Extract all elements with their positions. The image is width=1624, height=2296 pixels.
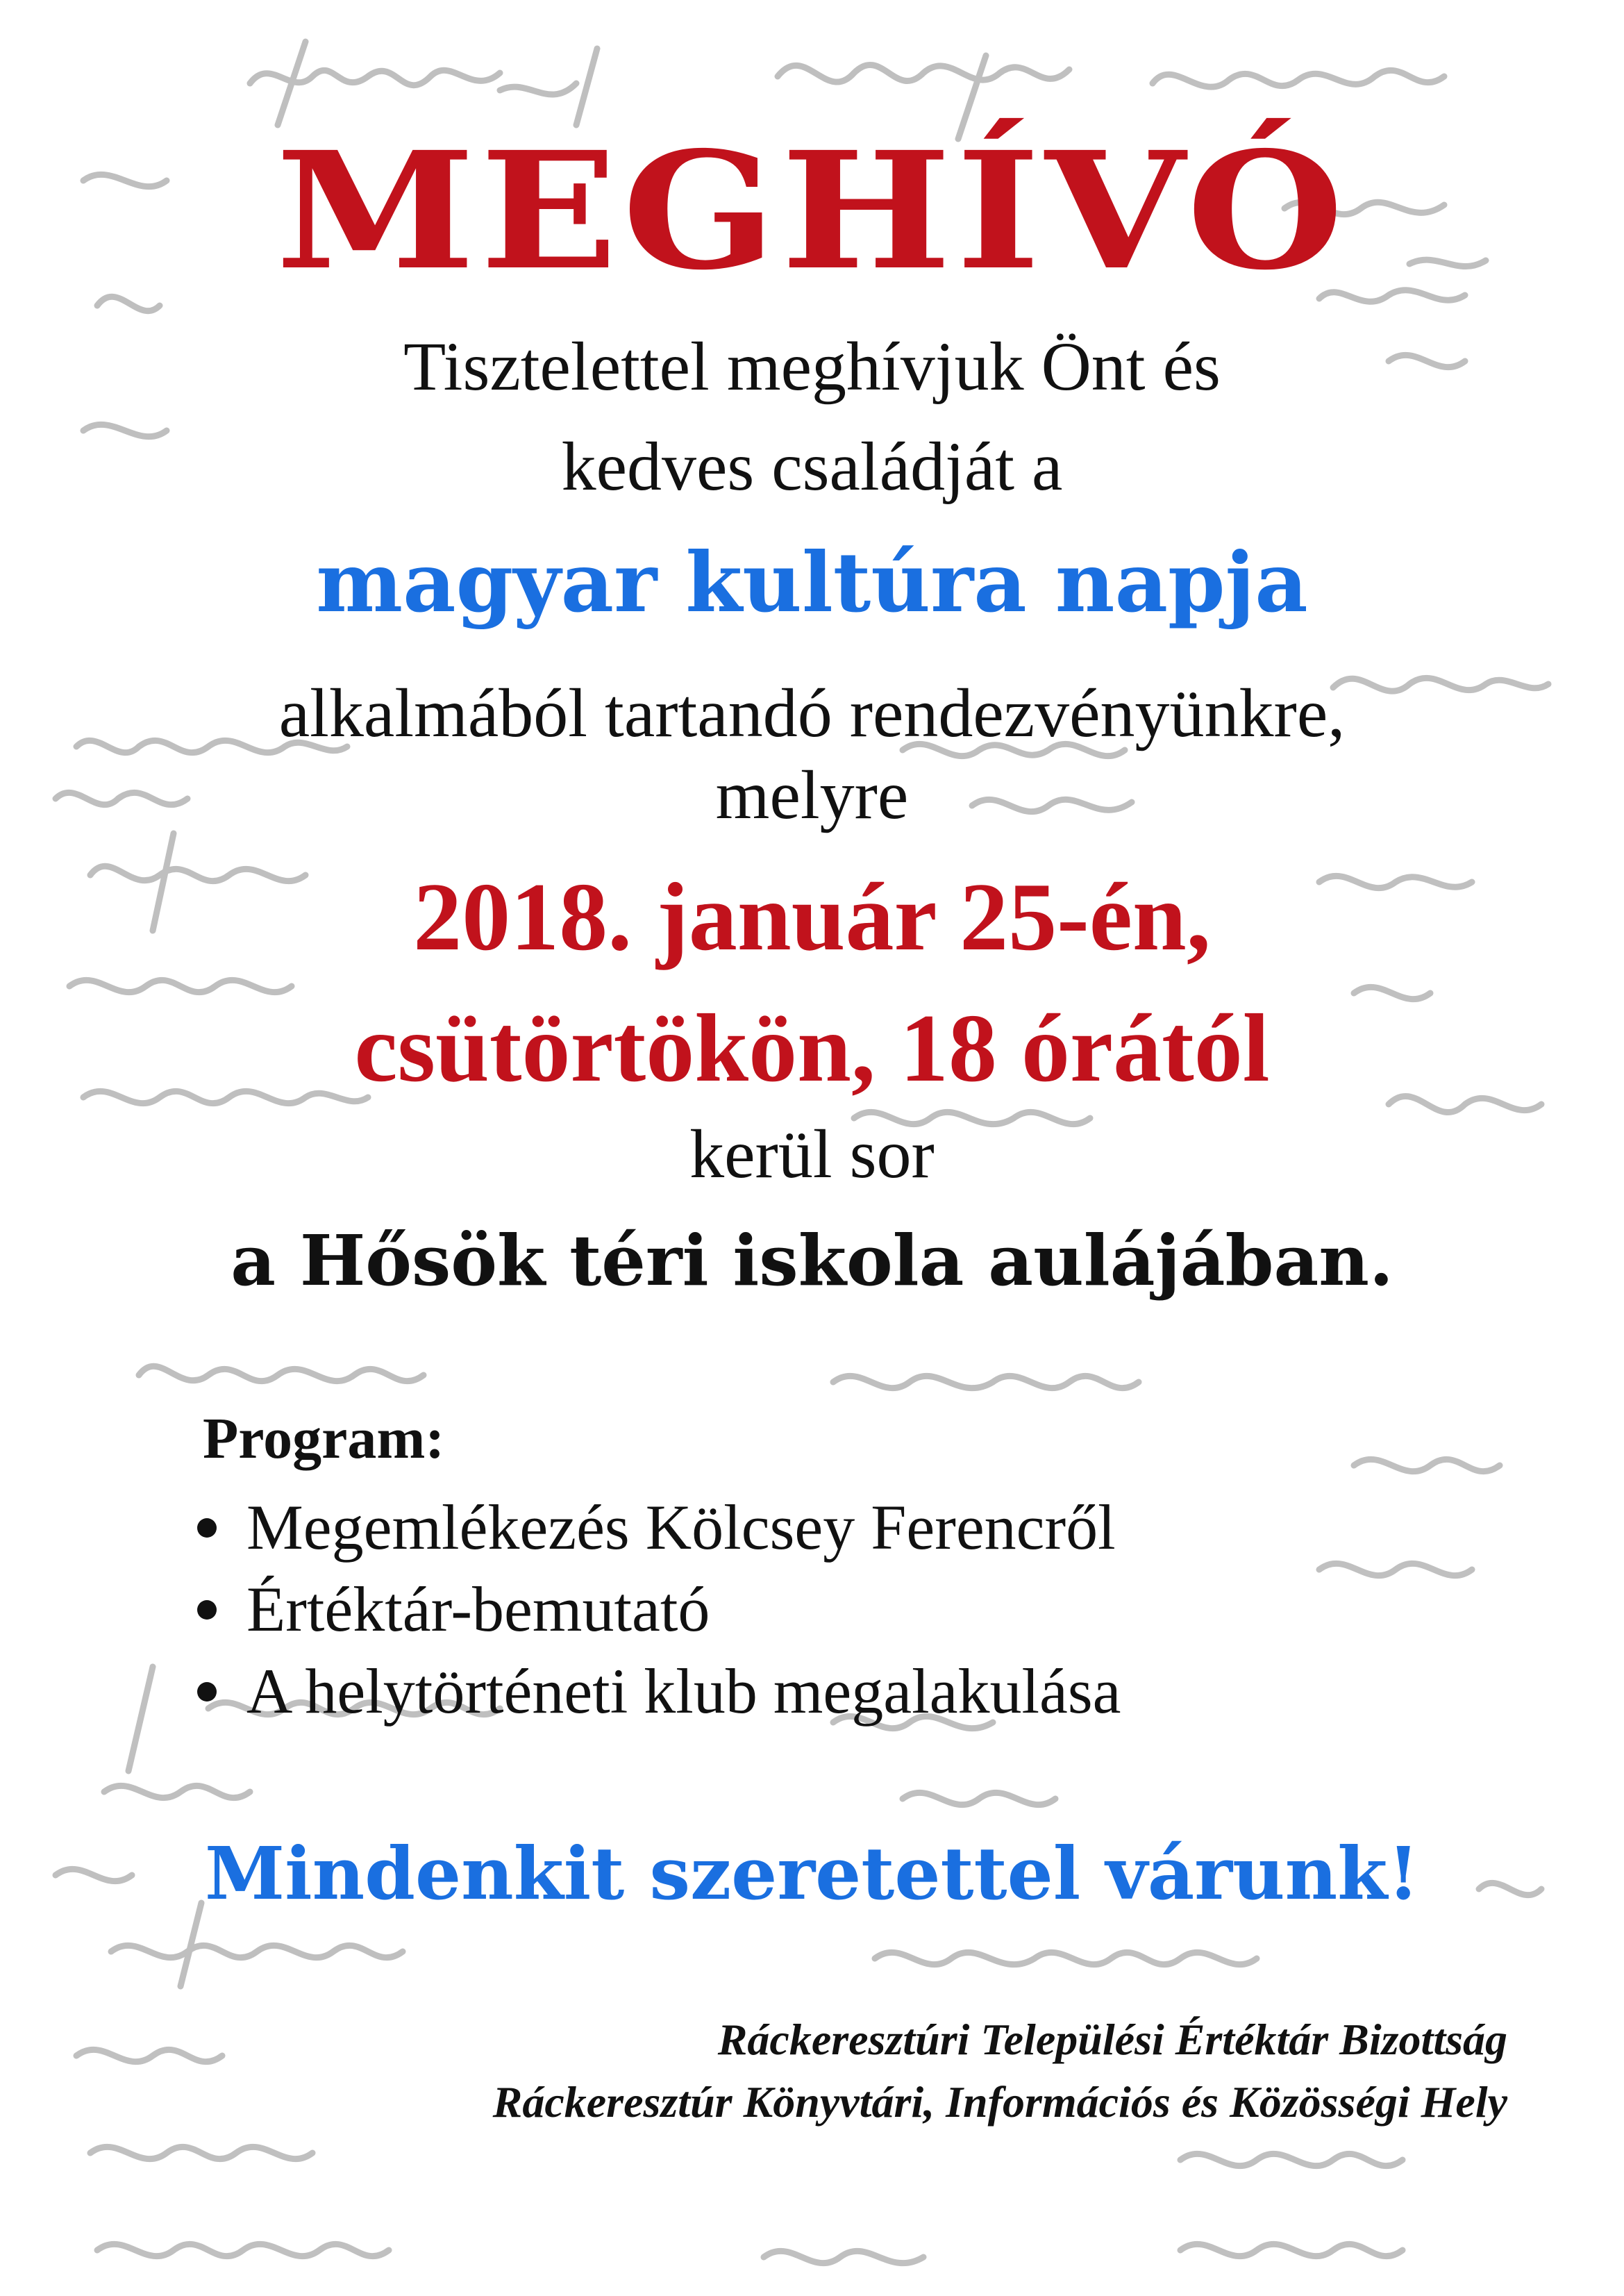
bullet-icon: [197, 1518, 217, 1538]
event-day-time: csütörtökön, 18 órától: [354, 995, 1270, 1102]
program-item: [187, 1568, 1121, 1650]
welcome-message: Mindenkit szeretettel várunk!: [204, 1831, 1419, 1916]
program-item: [187, 1486, 1121, 1568]
organizer-committee: Ráckeresztúri Települési Értéktár Bizottság: [717, 2015, 1507, 2064]
invitation-title: MEGHÍVÓ: [275, 116, 1349, 306]
intro-line-1: Tisztelettel meghívjuk Önt és: [403, 328, 1221, 405]
occasion-line-2: melyre: [715, 756, 909, 833]
program-item: [187, 1650, 1121, 1732]
event-date: 2018. január 25-én,: [413, 863, 1211, 971]
program-heading: Program:: [203, 1406, 445, 1471]
takes-place-text: kerül sor: [689, 1115, 935, 1192]
bullet-icon: [197, 1600, 217, 1620]
program-item-label: Értéktár-bemutató: [246, 1574, 710, 1645]
organizer-library: Ráckeresztúr Könyvtári, Információs és Közösségi Hely: [492, 2077, 1507, 2127]
program-item-label: A helytörténeti klub megalakulása: [246, 1656, 1121, 1727]
program-list: [187, 1486, 1121, 1732]
intro-line-2: kedves családját a: [561, 428, 1063, 505]
bullet-icon: [197, 1682, 217, 1702]
program-item-label: Megemlékezés Kölcsey Ferencről: [246, 1492, 1116, 1563]
occasion-line-1: alkalmából tartandó rendezvényünkre,: [278, 674, 1346, 751]
event-name: magyar kultúra napja: [316, 534, 1308, 631]
event-venue: a Hősök téri iskola aulájában.: [231, 1220, 1393, 1301]
